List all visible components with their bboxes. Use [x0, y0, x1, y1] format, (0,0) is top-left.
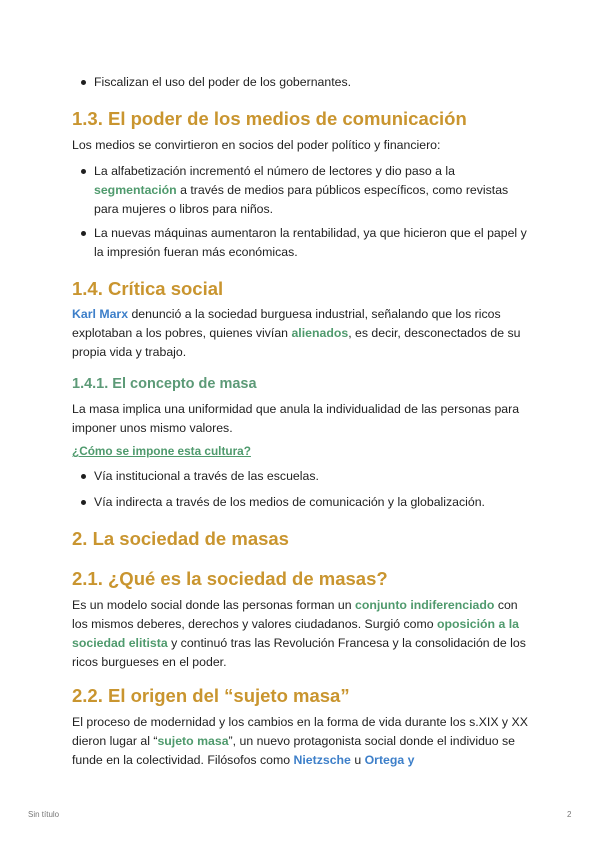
- para-2-1-part1: Es un modelo social donde las personas forman un: [72, 598, 352, 612]
- term-oposicion-elitista: oposición a la sociedad elitista: [72, 617, 519, 650]
- heading-2: 2. La sociedad de masas: [72, 528, 289, 549]
- bullet-indirecta: Vía indirecta a través de los medios de comunicación y la globalización.: [72, 493, 532, 512]
- para-2-2-part1: El proceso de modernidad y los cambios en la forma de vida durante los s.XIX y XX dieron lugar al “: [72, 715, 528, 748]
- para-1-4-1: La masa implica una uniformidad que anula la individualidad de las personas para imponer unos mismo valores.: [72, 402, 520, 435]
- heading-1-4-1: 1.4.1. El concepto de masa: [72, 376, 257, 392]
- term-alienados: alienados: [291, 326, 349, 340]
- para-2-2-part3: u: [354, 753, 362, 767]
- para-2-2-part2: ”, un nuevo protagonista social donde el individuo se funde en la colectividad. Filósofos como: [72, 734, 515, 767]
- para-2-1: [72, 596, 532, 672]
- heading-2-1: 2.1. ¿Qué es la sociedad de masas?: [72, 568, 388, 589]
- bullet-maquinas: La nuevas máquinas aumentaron la rentabilidad, ya que hicieron que el papel y la impresión fueran más económicas.: [72, 224, 532, 262]
- bullet-alfabetizacion-post: a través de medios para públicos específicos, como revistas para mujeres o libros para niños.: [94, 183, 509, 216]
- para-2-2: [72, 713, 532, 770]
- footer-page-number: 2: [567, 810, 572, 819]
- para-1-4: [72, 305, 532, 362]
- para-1-3-intro: Los medios se convirtieron en socios del poder político y financiero:: [72, 138, 441, 152]
- bullet-alfabetizacion: [72, 162, 532, 219]
- name-nietzsche: Nietzsche: [293, 753, 351, 767]
- term-segmentacion: segmentación: [94, 183, 177, 197]
- bullet-institucional: Vía institucional a través de las escuelas.: [72, 467, 532, 486]
- term-conjunto-indiferenciado: conjunto indiferenciado: [355, 598, 495, 612]
- term-sujeto-masa: sujeto masa: [157, 734, 229, 748]
- para-1-4-end: , es decir, desconectados de su propia vida y trabajo.: [72, 326, 521, 359]
- name-ortega: Ortega y: [364, 753, 415, 767]
- bullet-fiscalizan: Fiscalizan el uso del poder de los gobernantes.: [72, 73, 532, 92]
- footer-document-title: Sin título: [28, 810, 60, 819]
- para-1-4-mid: denunció a la sociedad burguesa industrial, señalando que los ricos explotaban a los pobres, quienes vivían: [72, 307, 501, 340]
- bullet-alfabetizacion-pre: La alfabetización incrementó el número de lectores y dio paso a la: [94, 164, 455, 178]
- name-karl-marx: Karl Marx: [72, 307, 129, 321]
- heading-1-4: 1.4. Crítica social: [72, 278, 224, 299]
- link-como-se-impone[interactable]: ¿Cómo se impone esta cultura?: [72, 444, 251, 458]
- para-2-1-part2: con los mismos deberes, derechos y valores ciudadanos. Surgió como: [72, 598, 518, 631]
- heading-2-2: 2.2. El origen del “sujeto masa”: [72, 685, 350, 706]
- heading-1-3: 1.3. El poder de los medios de comunicación: [72, 108, 467, 129]
- para-2-1-part3: y continuó tras las Revolución Francesa y la consolidación de los ricos burgueses en el poder.: [72, 636, 526, 669]
